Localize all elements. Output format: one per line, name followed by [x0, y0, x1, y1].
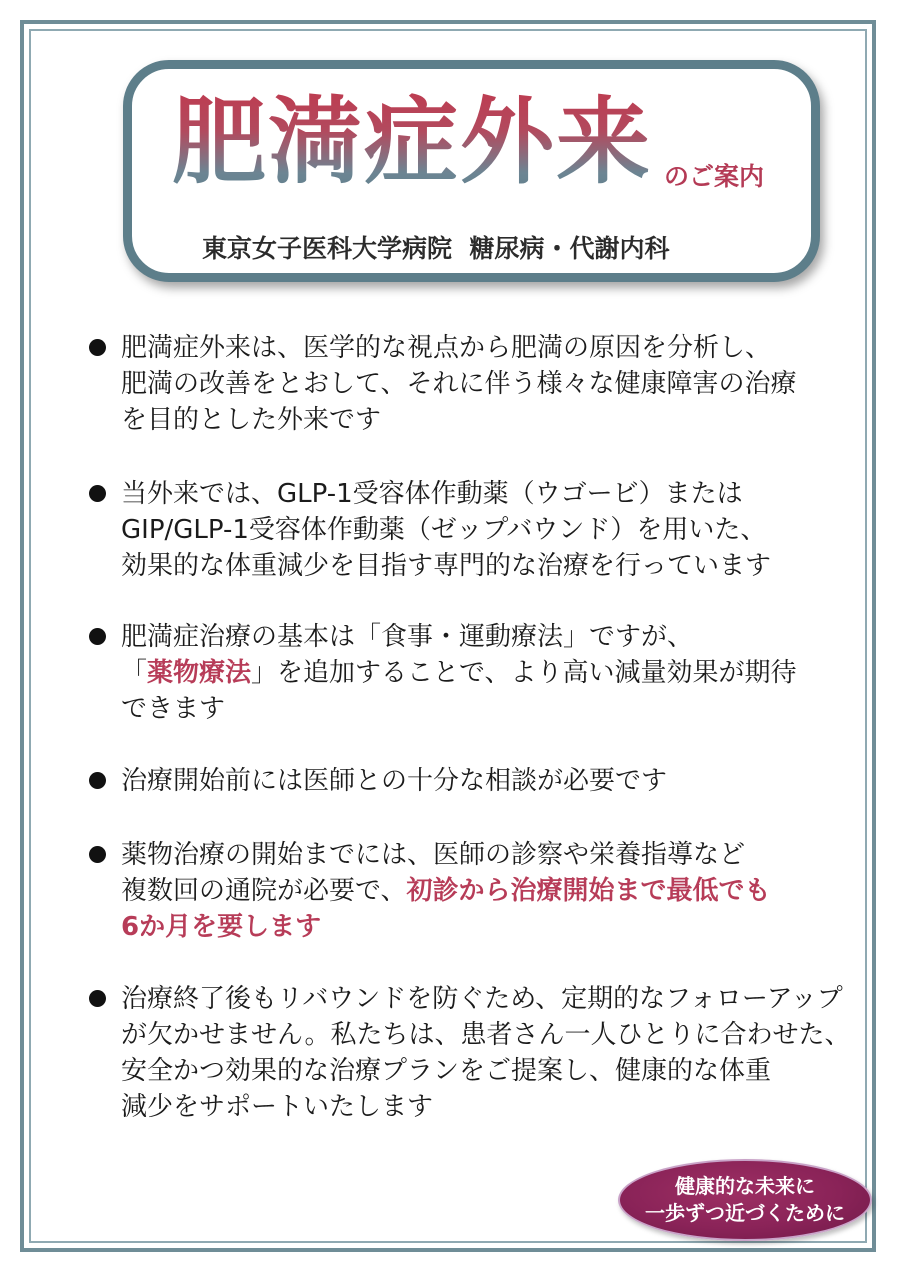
- page-title: 肥満症外来: [172, 83, 652, 203]
- list-item-text: [121, 476, 841, 584]
- bullet-icon: [89, 772, 106, 789]
- text-line: が欠かせません。私たちは、患者さん一人ひとりに合わせた、: [121, 1020, 851, 1050]
- text-line: 薬物治療の開始までには、医師の診察や栄養指導など: [121, 840, 746, 870]
- page-title-suffix: のご案内: [664, 162, 765, 191]
- list-item-text: [121, 763, 841, 799]
- text-line: 肥満症外来は、医学的な視点から肥満の原因を分析し、: [121, 333, 772, 363]
- text-line: できます: [121, 694, 226, 724]
- bullet-icon: [89, 485, 106, 502]
- list-item-text: [121, 981, 851, 1125]
- text-line: GIP/GLP-1受容体作動薬（ゼップバウンド）を用いた、: [121, 515, 767, 545]
- list-item-text: [121, 837, 841, 945]
- text-line: [121, 873, 841, 909]
- text-line: 当外来では、GLP-1受容体作動薬（ウゴービ）または: [121, 479, 743, 509]
- highlighted-text: 初診から治療開始まで最低でも: [406, 876, 771, 906]
- list-item-text: [121, 330, 841, 438]
- text-line: 肥満の改善をとおして、それに伴う様々な健康障害の治療: [121, 369, 797, 399]
- text-line: 肥満症治療の基本は「食事・運動療法」ですが、: [121, 622, 694, 652]
- bullet-icon: [89, 990, 106, 1007]
- highlighted-text: 6か月を要します: [121, 912, 322, 942]
- bullet-icon: [89, 846, 106, 863]
- hospital-name: 東京女子医科大学病院: [202, 234, 453, 263]
- text-fragment: 「: [121, 658, 148, 688]
- text-line: 安全かつ効果的な治療プランをご提案し、健康的な体重: [121, 1056, 772, 1086]
- list-item-text: [121, 619, 841, 727]
- slogan-line: 健康的な未来に: [675, 1174, 815, 1198]
- highlighted-text: 薬物療法: [147, 658, 252, 688]
- text-line: 減少をサポートいたします: [121, 1092, 434, 1122]
- text-line: 治療開始前には医師との十分な相談が必要です: [121, 766, 668, 796]
- department-name: 糖尿病・代謝内科: [469, 234, 670, 263]
- text-fragment: 」を追加することで、より高い減量効果が期待: [251, 658, 797, 688]
- text-line: を目的とした外来です: [121, 405, 382, 435]
- slogan-badge: [618, 1159, 872, 1241]
- slogan-line: 一歩ずつ近づくために: [645, 1201, 845, 1225]
- text-line: [121, 655, 841, 691]
- text-fragment: 複数回の通院が必要で、: [121, 876, 407, 906]
- slogan-text: [620, 1173, 870, 1227]
- text-line: 効果的な体重減少を目指す専門的な治療を行っています: [121, 551, 772, 581]
- bullet-icon: [89, 628, 106, 645]
- bullet-icon: [89, 339, 106, 356]
- text-line: 治療終了後もリバウンドを防ぐため、定期的なフォローアップ: [121, 984, 843, 1014]
